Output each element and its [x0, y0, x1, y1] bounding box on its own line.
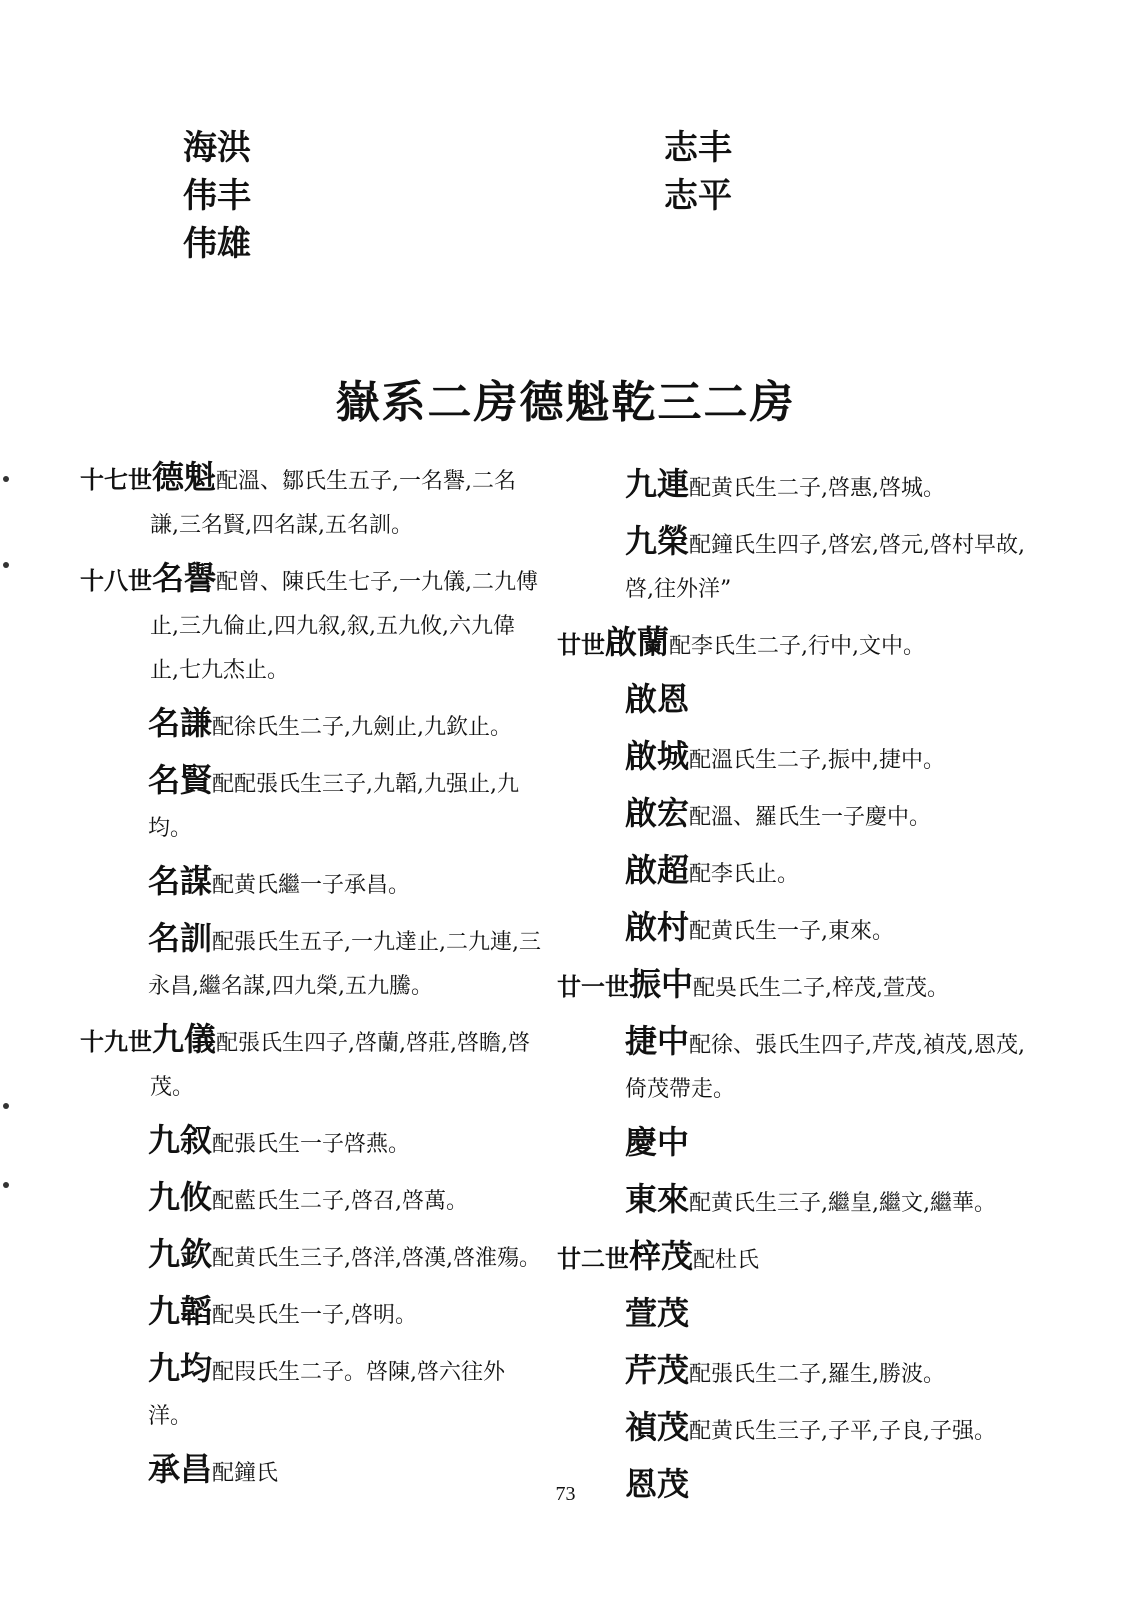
person-description: 配杜氏: [693, 1248, 760, 1273]
genealogy-entry: [78, 1232, 543, 1281]
genealogy-entry: [555, 1120, 1025, 1169]
person-name: 九韜: [148, 1292, 213, 1330]
right-column: [555, 462, 1025, 1519]
person-description: 配黄氏生二子,啓惠,啓城。: [689, 476, 946, 501]
person-name: 啟恩: [625, 680, 690, 718]
genealogy-entry: [555, 1348, 1025, 1397]
genealogy-entry: [555, 1177, 1025, 1226]
person-name: 名謀: [148, 862, 213, 900]
top-name: 志丰: [664, 128, 732, 168]
genealogy-entry: [555, 1234, 1025, 1283]
person-name: 名訓: [148, 919, 213, 957]
genealogy-entry: [78, 1118, 543, 1167]
person-name: 振中: [629, 965, 694, 1003]
generation-label: 十九世: [80, 1027, 152, 1056]
person-description: 配黄氏生三子,繼皇,繼文,繼華。: [689, 1191, 996, 1216]
genealogy-entry: [555, 848, 1025, 897]
genealogy-entry: [555, 462, 1025, 511]
person-description: 配吳氏生一子,啓明。: [212, 1303, 418, 1328]
person-description: 配鐘氏: [212, 1461, 279, 1486]
binding-hole-dot: [3, 476, 9, 482]
person-description: 配張氏生一子啓燕。: [212, 1132, 411, 1157]
person-name: 捷中: [625, 1022, 690, 1060]
person-description: 配溫、鄒氏生五子,一名譽,二名謙,三名賢,四名謀,五名訓。: [150, 469, 517, 538]
genealogy-entry: [78, 859, 543, 908]
top-names-right: [664, 124, 732, 220]
binding-hole-dot: [3, 1103, 9, 1109]
genealogy-entry: [555, 1291, 1025, 1340]
person-description: 配鐘氏生四子,啓宏,啓元,啓村早故,啓,往外洋”: [625, 533, 1025, 602]
person-name: 東來: [625, 1180, 690, 1218]
person-name: 名謙: [148, 704, 213, 742]
generation-label: 十七世: [80, 465, 152, 494]
genealogy-entry: [78, 916, 543, 1009]
generation-label: 廿二世: [557, 1244, 629, 1273]
person-name: 慶中: [625, 1123, 690, 1161]
person-name: 名賢: [148, 761, 213, 799]
person-description: 配徐氏生二子,九劍止,九欽止。: [212, 715, 513, 740]
genealogy-entry: [555, 905, 1025, 954]
person-name: 啟蘭: [605, 623, 670, 661]
person-name: 九欽: [148, 1235, 213, 1273]
person-description: 配溫、羅氏生一子慶中。: [689, 805, 932, 830]
generation-label: 廿世: [557, 630, 605, 659]
genealogy-entry: [555, 791, 1025, 840]
person-description: 配黄氏生一子,東來。: [689, 919, 895, 944]
page-number: 73: [555, 1483, 576, 1505]
genealogy-entry: [78, 556, 543, 693]
person-description: 配黄氏繼一子承昌。: [212, 873, 411, 898]
binding-hole-dot: [3, 562, 9, 568]
genealogy-entry: [555, 1019, 1025, 1112]
binding-hole-dot: [3, 1182, 9, 1188]
top-name: 海洪: [183, 128, 251, 168]
person-description: 配李氏生二子,行中,文中。: [669, 634, 926, 659]
genealogy-entry: [78, 1289, 543, 1338]
genealogy-entry: [78, 1175, 543, 1224]
person-name: 恩茂: [625, 1465, 690, 1503]
person-name: 芹茂: [625, 1351, 690, 1389]
person-description: 配配張氏生三子,九韜,九强止,九均。: [148, 772, 519, 841]
person-name: 名譽: [152, 559, 217, 597]
person-name: 禎茂: [625, 1408, 690, 1446]
genealogy-entry: [555, 962, 1025, 1011]
person-name: 啟城: [625, 737, 690, 775]
genealogy-entry: [555, 620, 1025, 669]
generation-label: 廿一世: [557, 972, 629, 1001]
genealogy-entry: [555, 677, 1025, 726]
person-name: 九連: [625, 465, 690, 503]
person-description: 配徐、張氏生四子,芹茂,禎茂,恩茂,倚茂帶走。: [625, 1033, 1025, 1102]
genealogy-entry: [78, 1346, 543, 1439]
genealogy-entry: [555, 1405, 1025, 1454]
left-column: [78, 455, 543, 1504]
person-name: 啟宏: [625, 794, 690, 832]
person-name: 梓茂: [629, 1237, 694, 1275]
person-name: 九儀: [152, 1020, 217, 1058]
person-description: 配李氏止。: [689, 862, 800, 887]
section-title: 嶽系二房德魁乾三二房: [335, 377, 796, 428]
person-name: 九叙: [148, 1121, 213, 1159]
person-description: 配黄氏生三子,子平,子良,子强。: [689, 1419, 996, 1444]
person-name: 萱茂: [625, 1294, 690, 1332]
person-name: 啟村: [625, 908, 690, 946]
genealogy-entry: [78, 758, 543, 851]
person-description: 配吳氏生二子,梓茂,萱茂。: [693, 976, 950, 1001]
person-description: 配黄氏生三子,啓洋,啓漢,啓淮殤。: [212, 1246, 541, 1271]
person-name: 九攸: [148, 1178, 213, 1216]
top-name: 伟丰: [183, 176, 251, 216]
person-name: 九榮: [625, 522, 690, 560]
person-name: 承昌: [148, 1450, 213, 1488]
top-name: 伟雄: [183, 224, 251, 264]
person-name: 九均: [148, 1349, 213, 1387]
person-description: 配溫氏生二子,振中,捷中。: [689, 748, 946, 773]
top-name: 志平: [664, 176, 732, 216]
genealogy-entry: [78, 701, 543, 750]
person-name: 啟超: [625, 851, 690, 889]
person-description: 配張氏生五子,一九達止,二九連,三永昌,繼名謀,四九榮,五九騰。: [148, 930, 541, 999]
person-description: 配曾、陳氏生七子,一九儀,二九傅止,三九倫止,四九叙,叙,五九攸,六九偉止,七九杰止。: [150, 570, 539, 683]
person-description: 配張氏生四子,啓蘭,啓莊,啓瞻,啓茂。: [150, 1031, 530, 1100]
genealogy-entry: [78, 455, 543, 548]
person-description: 配叚氏生二子。啓陳,啓六往外洋。: [148, 1360, 506, 1429]
top-names-left: [183, 124, 251, 268]
genealogy-entry: [555, 734, 1025, 783]
person-description: 配藍氏生二子,啓召,啓萬。: [212, 1189, 469, 1214]
genealogy-entry: [78, 1017, 543, 1110]
person-name: 德魁: [152, 458, 217, 496]
genealogy-entry: [555, 519, 1025, 612]
generation-label: 十八世: [80, 566, 152, 595]
person-description: 配張氏生二子,羅生,勝波。: [689, 1362, 946, 1387]
